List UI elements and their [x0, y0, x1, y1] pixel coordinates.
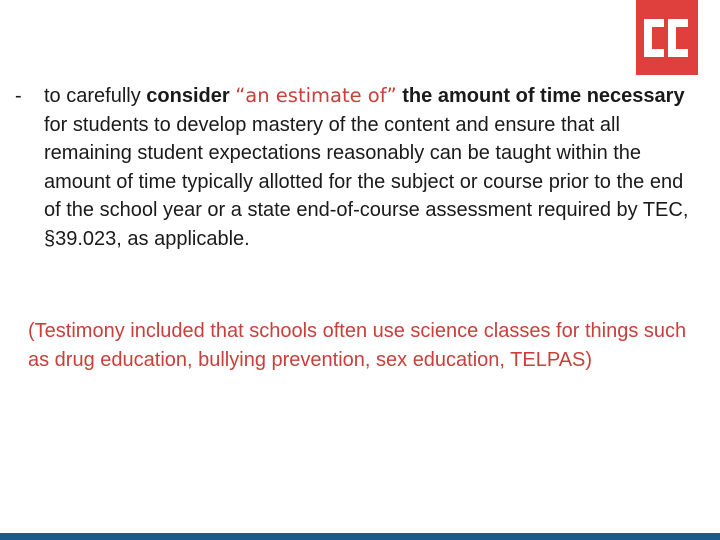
bullet-text-seg1: to carefully — [44, 85, 147, 107]
cc-logo — [636, 0, 698, 75]
bullet-text — [44, 82, 694, 253]
testimony-note: (Testimony included that schools often use science classes for things such as drug education, bullying prevention, sex education, TELPAS) — [28, 320, 687, 371]
bullet-dash: - — [15, 85, 22, 107]
cc-logo-icon — [642, 17, 692, 59]
bullet-text-quote: “an estimate of” — [235, 84, 397, 107]
bullet-text-consider: consider — [146, 85, 230, 107]
bullet-item — [15, 82, 695, 253]
bullet-text-rest: for students to develop mastery of the content and ensure that all remaining student expectations reasonably can be taught within the amount of time typically allotted for the subject or course prior to the end of the school year or a state end-of-course assessment required by TEC, §39.023, as applicable. — [44, 113, 689, 250]
bottom-bar — [0, 533, 720, 540]
bullet-text-amount-of-time: the amount of time necessary — [402, 85, 685, 107]
